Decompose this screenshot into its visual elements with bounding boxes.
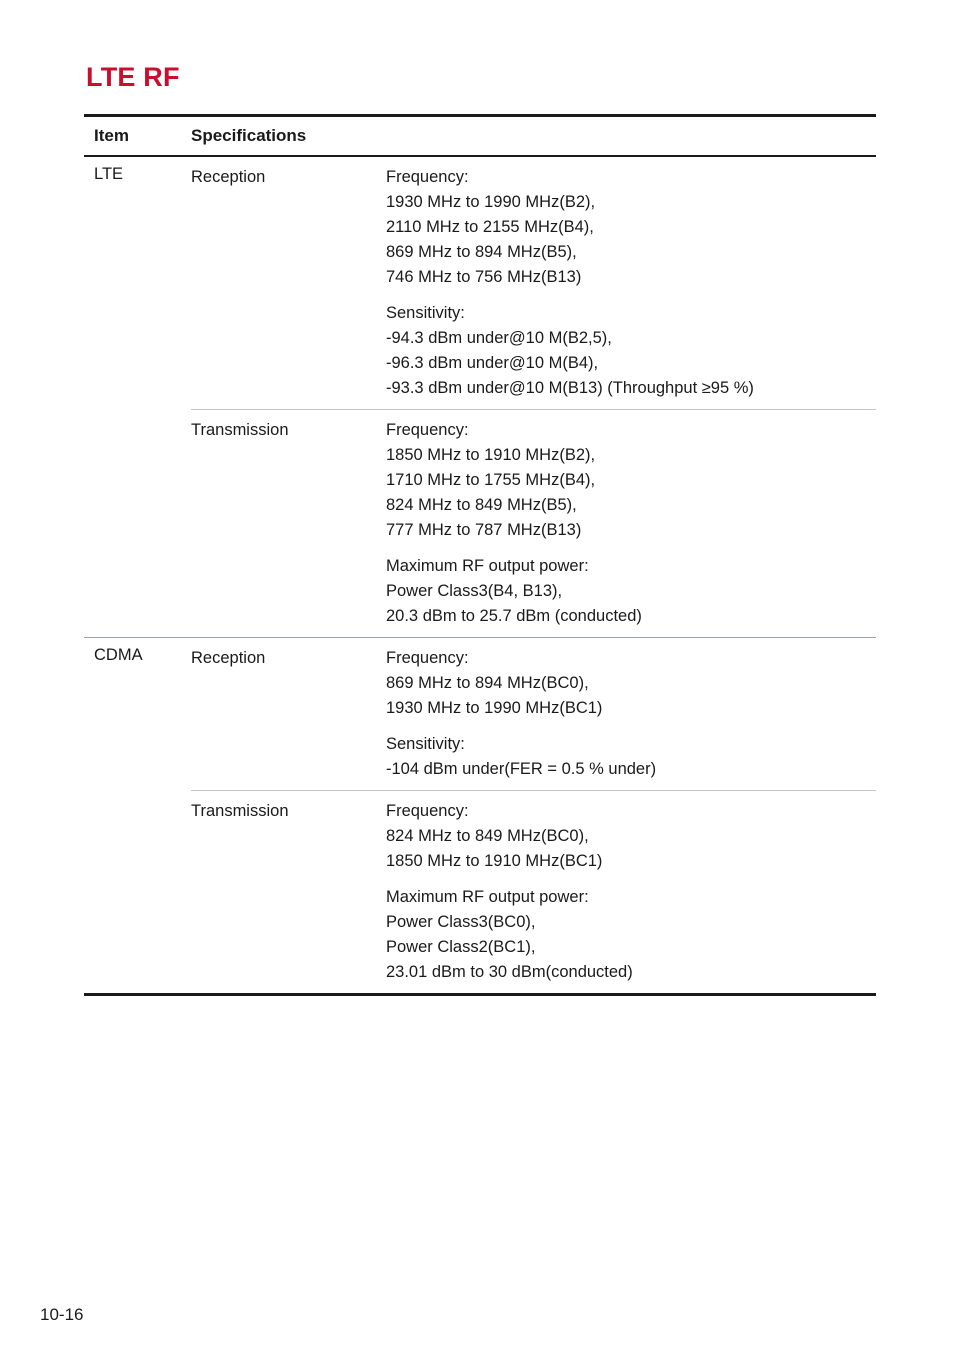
spec-block <box>386 554 876 629</box>
row-specifications <box>386 165 876 403</box>
table-header <box>84 117 876 157</box>
spec-line: Maximum RF output power: <box>386 888 589 906</box>
spec-block <box>386 165 876 290</box>
spec-line: 824 MHz to 849 MHz(B5), <box>386 496 577 514</box>
group-item-label: LTE <box>94 165 124 183</box>
spec-line: Sensitivity: <box>386 735 465 753</box>
spec-line: Frequency: <box>386 421 469 439</box>
spec-block <box>386 646 876 721</box>
spec-line: Power Class3(BC0), <box>386 913 536 931</box>
spec-line: 869 MHz to 894 MHz(B5), <box>386 243 577 261</box>
table-row <box>191 638 876 791</box>
spec-line: Power Class3(B4, B13), <box>386 582 563 600</box>
group-rows <box>191 638 876 993</box>
spec-line: 1710 MHz to 1755 MHz(B4), <box>386 471 596 489</box>
spec-line: 1850 MHz to 1910 MHz(B2), <box>386 446 596 464</box>
table-body <box>84 157 876 993</box>
header-specifications: Specifications <box>191 126 307 145</box>
spec-line: 824 MHz to 849 MHz(BC0), <box>386 827 589 845</box>
spec-line: Frequency: <box>386 649 469 667</box>
spec-line: -96.3 dBm under@10 M(B4), <box>386 354 599 372</box>
row-specifications <box>386 646 876 784</box>
spec-line: 746 MHz to 756 MHz(B13) <box>386 268 582 286</box>
row-specifications <box>386 418 876 631</box>
table-row <box>191 791 876 993</box>
spec-line: -93.3 dBm under@10 M(B13) (Throughput ≥95 %) <box>386 379 754 397</box>
spec-line: Sensitivity: <box>386 304 465 322</box>
spec-line: -94.3 dBm under@10 M(B2,5), <box>386 329 612 347</box>
spec-block <box>386 799 876 874</box>
row-specifications <box>386 799 876 987</box>
table-group <box>84 157 876 638</box>
spec-line: Power Class2(BC1), <box>386 938 536 956</box>
spec-line: 1850 MHz to 1910 MHz(BC1) <box>386 852 603 870</box>
row-label: Reception <box>191 168 266 186</box>
page-title: LTE RF <box>86 62 180 92</box>
group-item-label: CDMA <box>94 646 143 664</box>
spec-line: Maximum RF output power: <box>386 557 589 575</box>
spec-line: -104 dBm under(FER = 0.5 % under) <box>386 760 657 778</box>
table-row <box>191 157 876 410</box>
spec-block <box>386 418 876 543</box>
spec-block <box>386 301 876 401</box>
spec-line: 2110 MHz to 2155 MHz(B4), <box>386 218 594 236</box>
table-row <box>191 410 876 637</box>
group-rows <box>191 157 876 637</box>
spec-line: 1930 MHz to 1990 MHz(BC1) <box>386 699 603 717</box>
spec-block <box>386 732 876 782</box>
spec-line: 869 MHz to 894 MHz(BC0), <box>386 674 589 692</box>
spec-block <box>386 885 876 985</box>
row-label: Reception <box>191 649 266 667</box>
spec-table <box>84 114 876 996</box>
spec-line: 20.3 dBm to 25.7 dBm (conducted) <box>386 607 642 625</box>
row-label: Transmission <box>191 802 289 820</box>
spec-line: 23.01 dBm to 30 dBm(conducted) <box>386 963 633 981</box>
header-item: Item <box>94 126 129 145</box>
spec-line: Frequency: <box>386 802 469 820</box>
page-number: 10-16 <box>40 1305 84 1324</box>
row-label: Transmission <box>191 421 289 439</box>
spec-line: 777 MHz to 787 MHz(B13) <box>386 521 582 539</box>
table-group <box>84 638 876 993</box>
spec-line: Frequency: <box>386 168 469 186</box>
spec-line: 1930 MHz to 1990 MHz(B2), <box>386 193 596 211</box>
